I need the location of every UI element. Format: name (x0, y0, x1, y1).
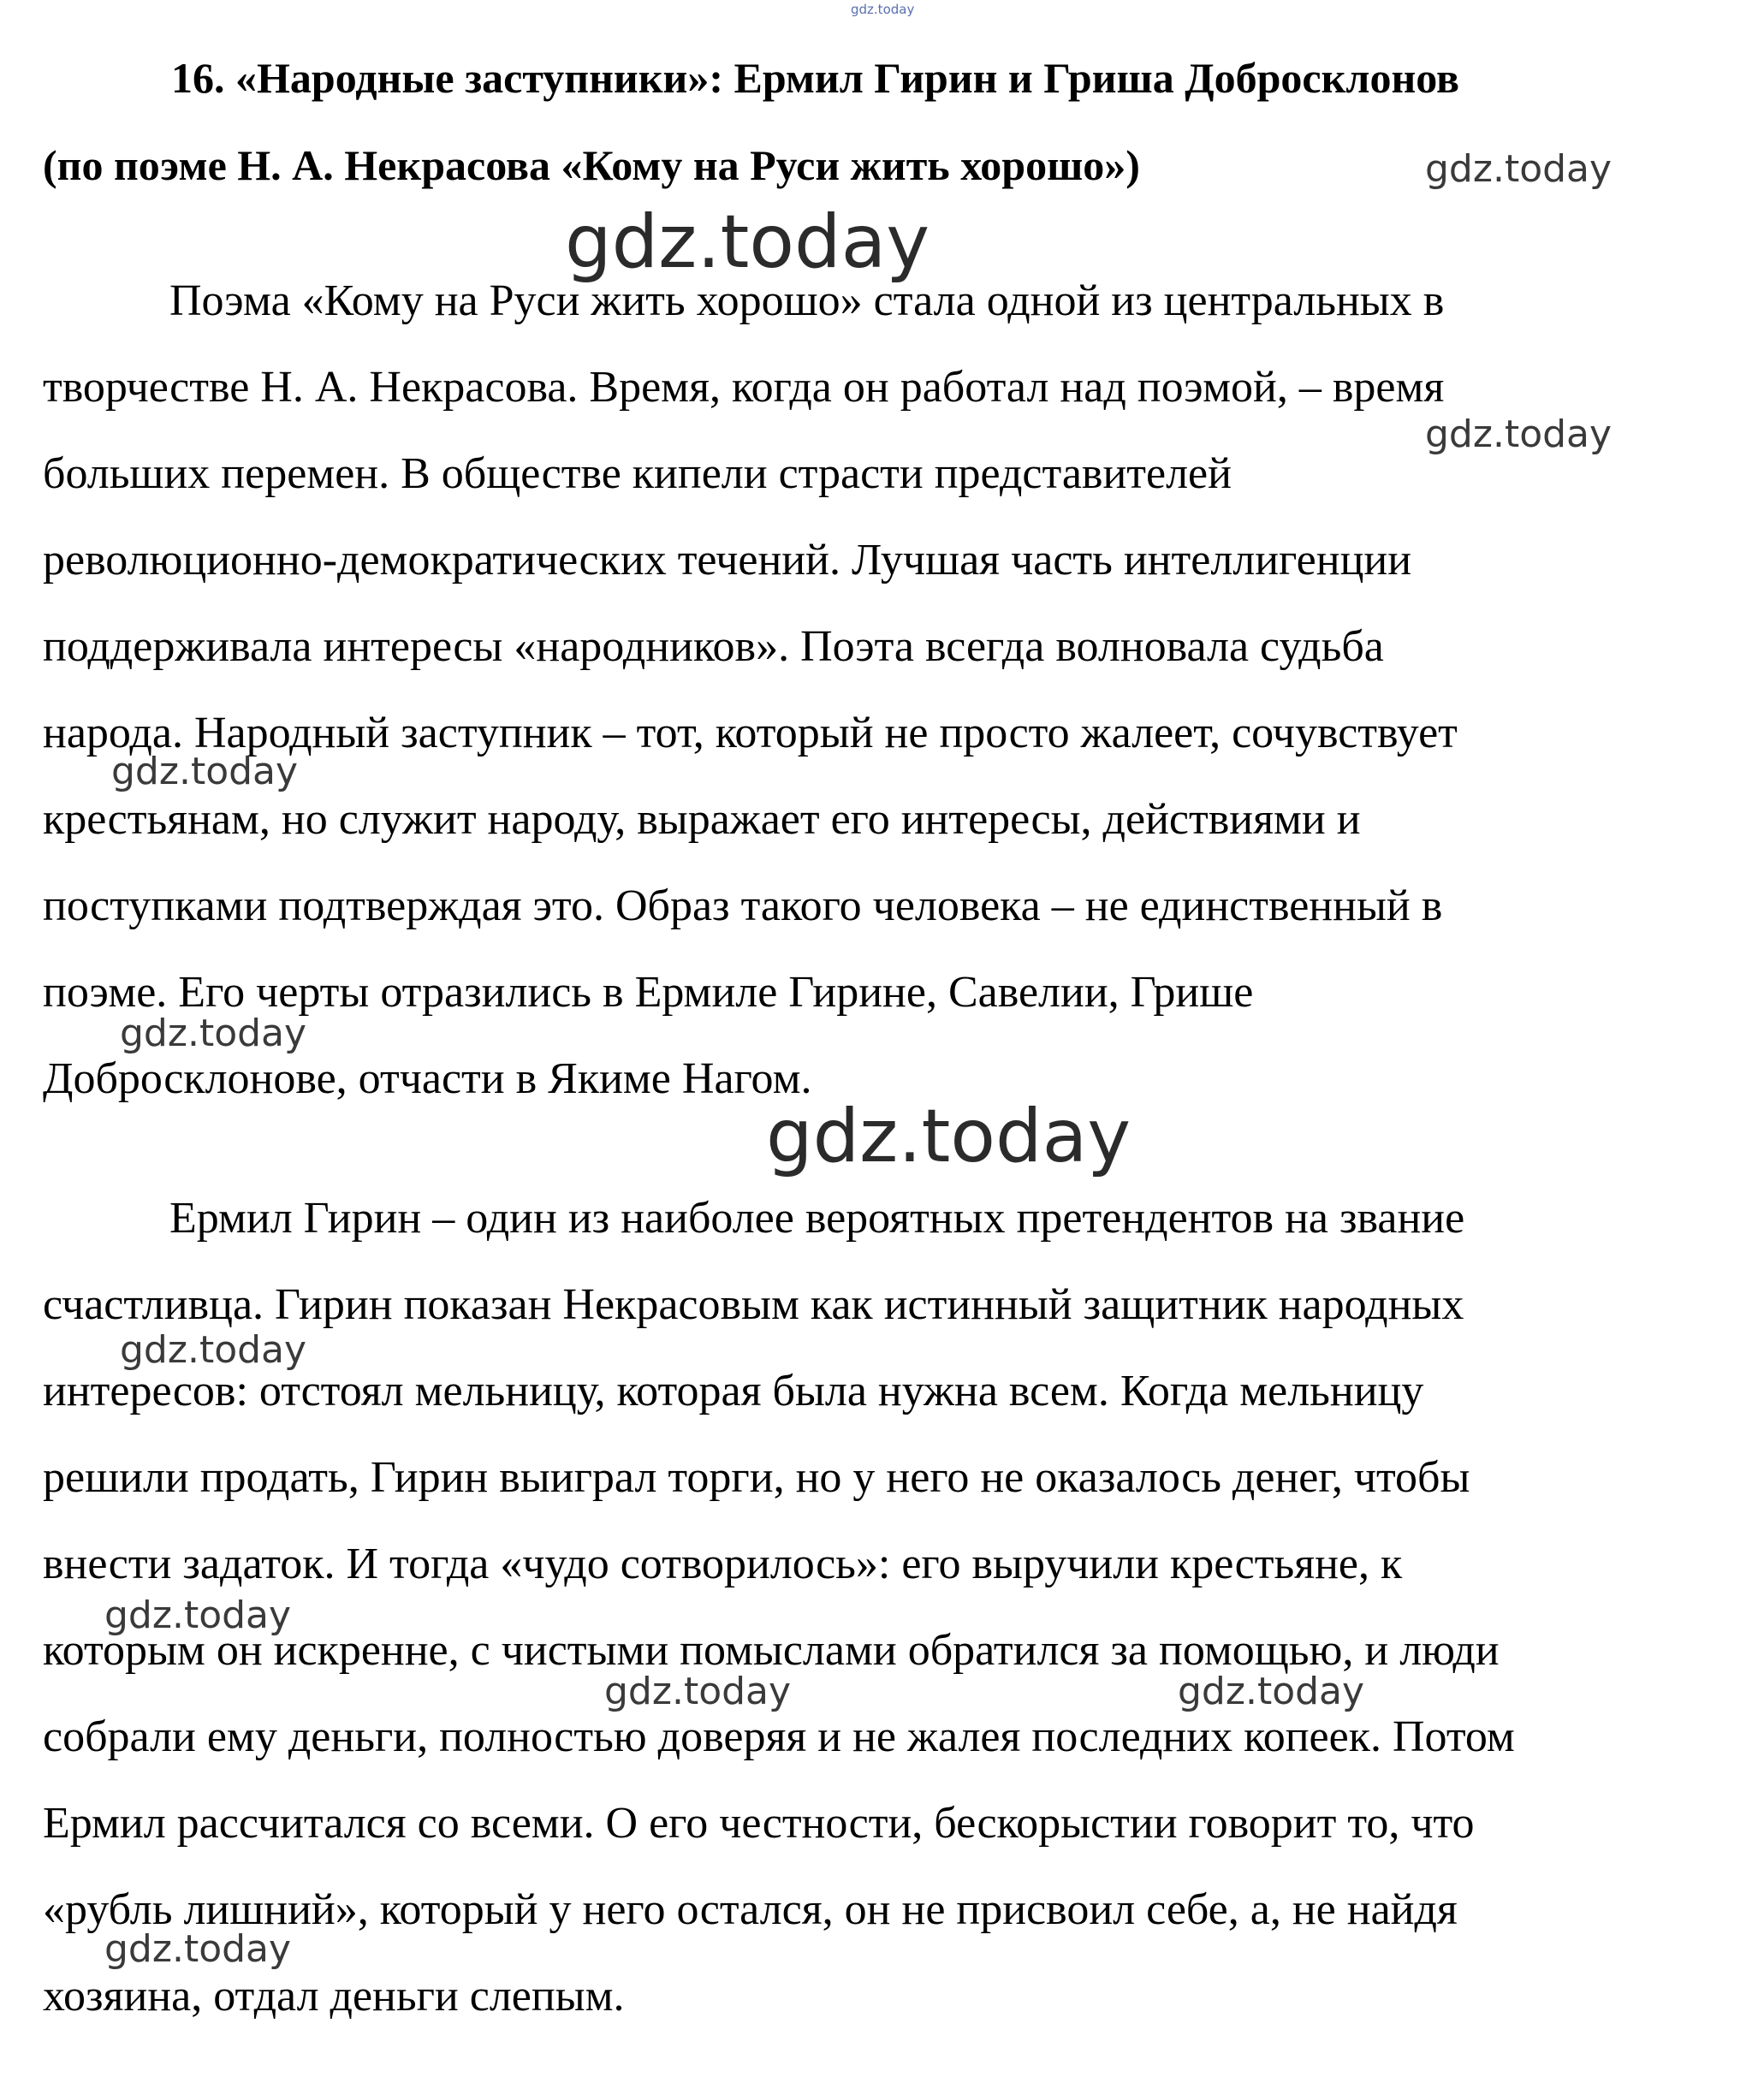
heading-line-1: 16. «Народные заступники»: Ермил Гирин и Гриша Добросклонов (171, 54, 1460, 102)
watermark: gdz.today (120, 1328, 307, 1372)
watermark: gdz.today (104, 1593, 292, 1637)
paragraph-2-line-10: хозяина, отдал деньги слепым. (43, 1972, 625, 2021)
paragraph-2-line-2: счастливца. Гирин показан Некрасовым как истинный защитник народных (43, 1280, 1464, 1329)
paragraph-1-line-5: поддерживала интересы «народников». Поэта всегда волновала судьба (43, 622, 1384, 671)
watermark: gdz.today (604, 1670, 792, 1713)
paragraph-2-line-8: Ермил рассчитался со всеми. О его честности, бескорыстии говорит то, что (43, 1799, 1475, 1848)
paragraph-1-line-9: поэме. Его черты отразились в Ермиле Гирине, Савелии, Грише (43, 968, 1254, 1017)
paragraph-2-line-6: которым он искренне, с чистыми помыслами обратился за помощью, и люди (43, 1626, 1500, 1675)
paragraph-1-line-4: революционно-демократических течений. Лучшая часть интеллигенции (43, 536, 1412, 585)
paragraph-2-line-3: интересов: отстоял мельницу, которая была нужна всем. Когда мельницу (43, 1367, 1424, 1415)
paragraph-1-line-1: Поэма «Кому на Руси жить хорошо» стала одной из центральных в (169, 276, 1445, 325)
heading-line-2: (по поэме Н. А. Некрасова «Кому на Руси жить хорошо») (43, 141, 1140, 189)
watermark: gdz.today (1425, 147, 1613, 191)
paragraph-2-line-9: «рубль лишний», который у него остался, он не присвоил себе, а, не найдя (43, 1885, 1458, 1934)
watermark: gdz.today (111, 750, 299, 793)
watermark-top-tiny: gdz.today (851, 2, 915, 17)
paragraph-1-line-2: творчестве Н. А. Некрасова. Время, когда он работал над поэмой, – время (43, 363, 1445, 412)
paragraph-2-line-1: Ермил Гирин – один из наиболее вероятных претендентов на звание (169, 1194, 1465, 1243)
paragraph-1-line-10: Добросклонове, отчасти в Якиме Нагом. (43, 1054, 812, 1103)
paragraph-2-line-7: собрали ему деньги, полностью доверяя и не жалея последних копеек. Потом (43, 1712, 1515, 1761)
paragraph-1-line-3: больших перемен. В обществе кипели страсти представителей (43, 449, 1232, 498)
paragraph-2-line-4: решили продать, Гирин выиграл торги, но у него не оказалось денег, чтобы (43, 1453, 1470, 1502)
paragraph-1-line-8: поступками подтверждая это. Образ такого человека – не единственный в (43, 881, 1443, 930)
watermark-large: gdz.today (766, 1094, 1131, 1179)
watermark: gdz.today (1178, 1670, 1365, 1713)
watermark-large: gdz.today (565, 199, 930, 285)
watermark: gdz.today (120, 1012, 307, 1055)
paragraph-2-line-5: внести задаток. И тогда «чудо сотворилось»: его выручили крестьяне, к (43, 1540, 1403, 1588)
paragraph-1-line-7: крестьянам, но служит народу, выражает его интересы, действиями и (43, 795, 1361, 844)
paragraph-1-line-6: народа. Народный заступник – тот, который не просто жалеет, сочувствует (43, 709, 1458, 757)
watermark: gdz.today (1425, 412, 1613, 456)
watermark: gdz.today (104, 1927, 292, 1971)
